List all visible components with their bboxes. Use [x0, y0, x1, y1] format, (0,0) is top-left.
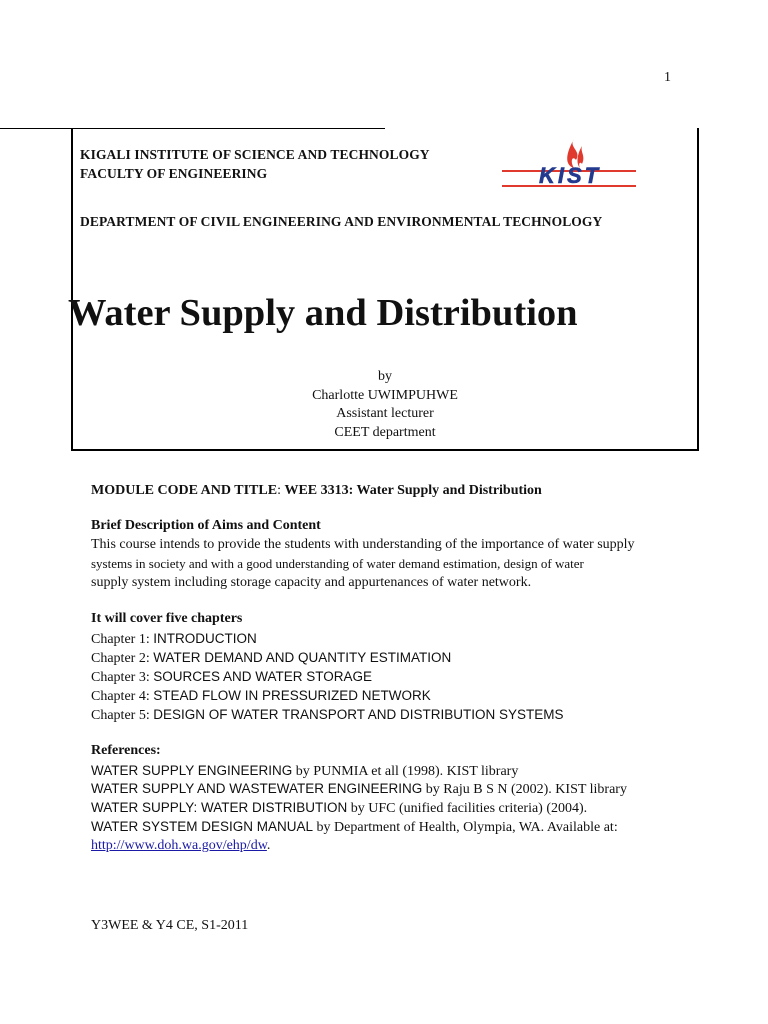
module-colon: : — [277, 483, 281, 498]
chapter-item — [91, 669, 372, 686]
footer-text: Y3WEE & Y4 CE, S1-2011 — [91, 918, 249, 933]
reference-detail: by Raju B S N (2002). KIST library — [422, 782, 627, 797]
chapter-label: Chapter 5: — [91, 708, 150, 723]
kist-logo — [498, 134, 640, 192]
reference-item — [91, 781, 627, 798]
reference-title: WATER SUPPLY: WATER DISTRIBUTION — [91, 800, 348, 815]
chapter-label: Chapter 3: — [91, 670, 150, 685]
chapter-item — [91, 707, 564, 724]
document-title: Water Supply and Distribution — [68, 292, 578, 334]
references-heading: References: — [91, 743, 161, 758]
reference-link[interactable]: http://www.doh.wa.gov/ehp/dw — [91, 838, 267, 853]
chapter-item — [91, 650, 451, 667]
reference-title: WATER SUPPLY AND WASTEWATER ENGINEERING — [91, 781, 423, 796]
chapter-label: Chapter 2: — [91, 651, 150, 666]
chapter-title: SOURCES AND WATER STORAGE — [153, 669, 373, 684]
link-suffix: . — [266, 838, 271, 853]
module-label: MODULE CODE AND TITLE — [91, 483, 278, 498]
chapter-title: STEAD FLOW IN PRESSURIZED NETWORK — [153, 688, 431, 703]
description-line: supply system including storage capacity and appurtenances of water network. — [91, 575, 532, 590]
description-line: This course intends to provide the students with understanding of the importance of water supply — [91, 537, 635, 552]
reference-detail: by PUNMIA et all (1998). KIST library — [292, 764, 519, 779]
faculty-name: FACULTY OF ENGINEERING — [80, 166, 268, 181]
reference-detail: by UFC (unified facilities criteria) (2004). — [347, 801, 588, 816]
reference-item — [91, 800, 587, 817]
author-name: Charlotte UWIMPUHWE — [312, 388, 458, 403]
reference-item — [91, 763, 518, 780]
chapter-label: Chapter 4: — [91, 689, 150, 704]
reference-title: WATER SUPPLY ENGINEERING — [91, 763, 293, 778]
chapter-item — [91, 631, 257, 648]
author-department: CEET department — [334, 425, 436, 440]
module-line — [91, 483, 542, 499]
department-name: DEPARTMENT OF CIVIL ENGINEERING AND ENVIRONMENTAL TECHNOLOGY — [80, 214, 603, 229]
institute-name: KIGALI INSTITUTE OF SCIENCE AND TECHNOLOGY — [80, 147, 430, 162]
chapter-title: INTRODUCTION — [153, 631, 257, 646]
reference-detail: by Department of Health, Olympia, WA. Available at: — [313, 820, 618, 835]
logo-text: KIST — [538, 163, 602, 188]
module-value: WEE 3313: Water Supply and Distribution — [284, 483, 542, 498]
chapter-title: WATER DEMAND AND QUANTITY ESTIMATION — [153, 650, 452, 665]
description-line: systems in society and with a good understanding of water demand estimation, design of water — [91, 556, 584, 571]
author-by: by — [378, 369, 392, 384]
chapter-label: Chapter 1: — [91, 632, 150, 647]
author-role: Assistant lecturer — [336, 406, 434, 421]
chapters-heading: It will cover five chapters — [91, 611, 243, 626]
page-number: 1 — [664, 70, 671, 85]
description-heading: Brief Description of Aims and Content — [91, 518, 321, 533]
chapter-item — [91, 688, 431, 705]
reference-link-line — [91, 838, 270, 854]
chapter-title: DESIGN OF WATER TRANSPORT AND DISTRIBUTION SYSTEMS — [153, 707, 564, 722]
reference-title: WATER SYSTEM DESIGN MANUAL — [91, 819, 314, 834]
reference-item — [91, 819, 618, 836]
